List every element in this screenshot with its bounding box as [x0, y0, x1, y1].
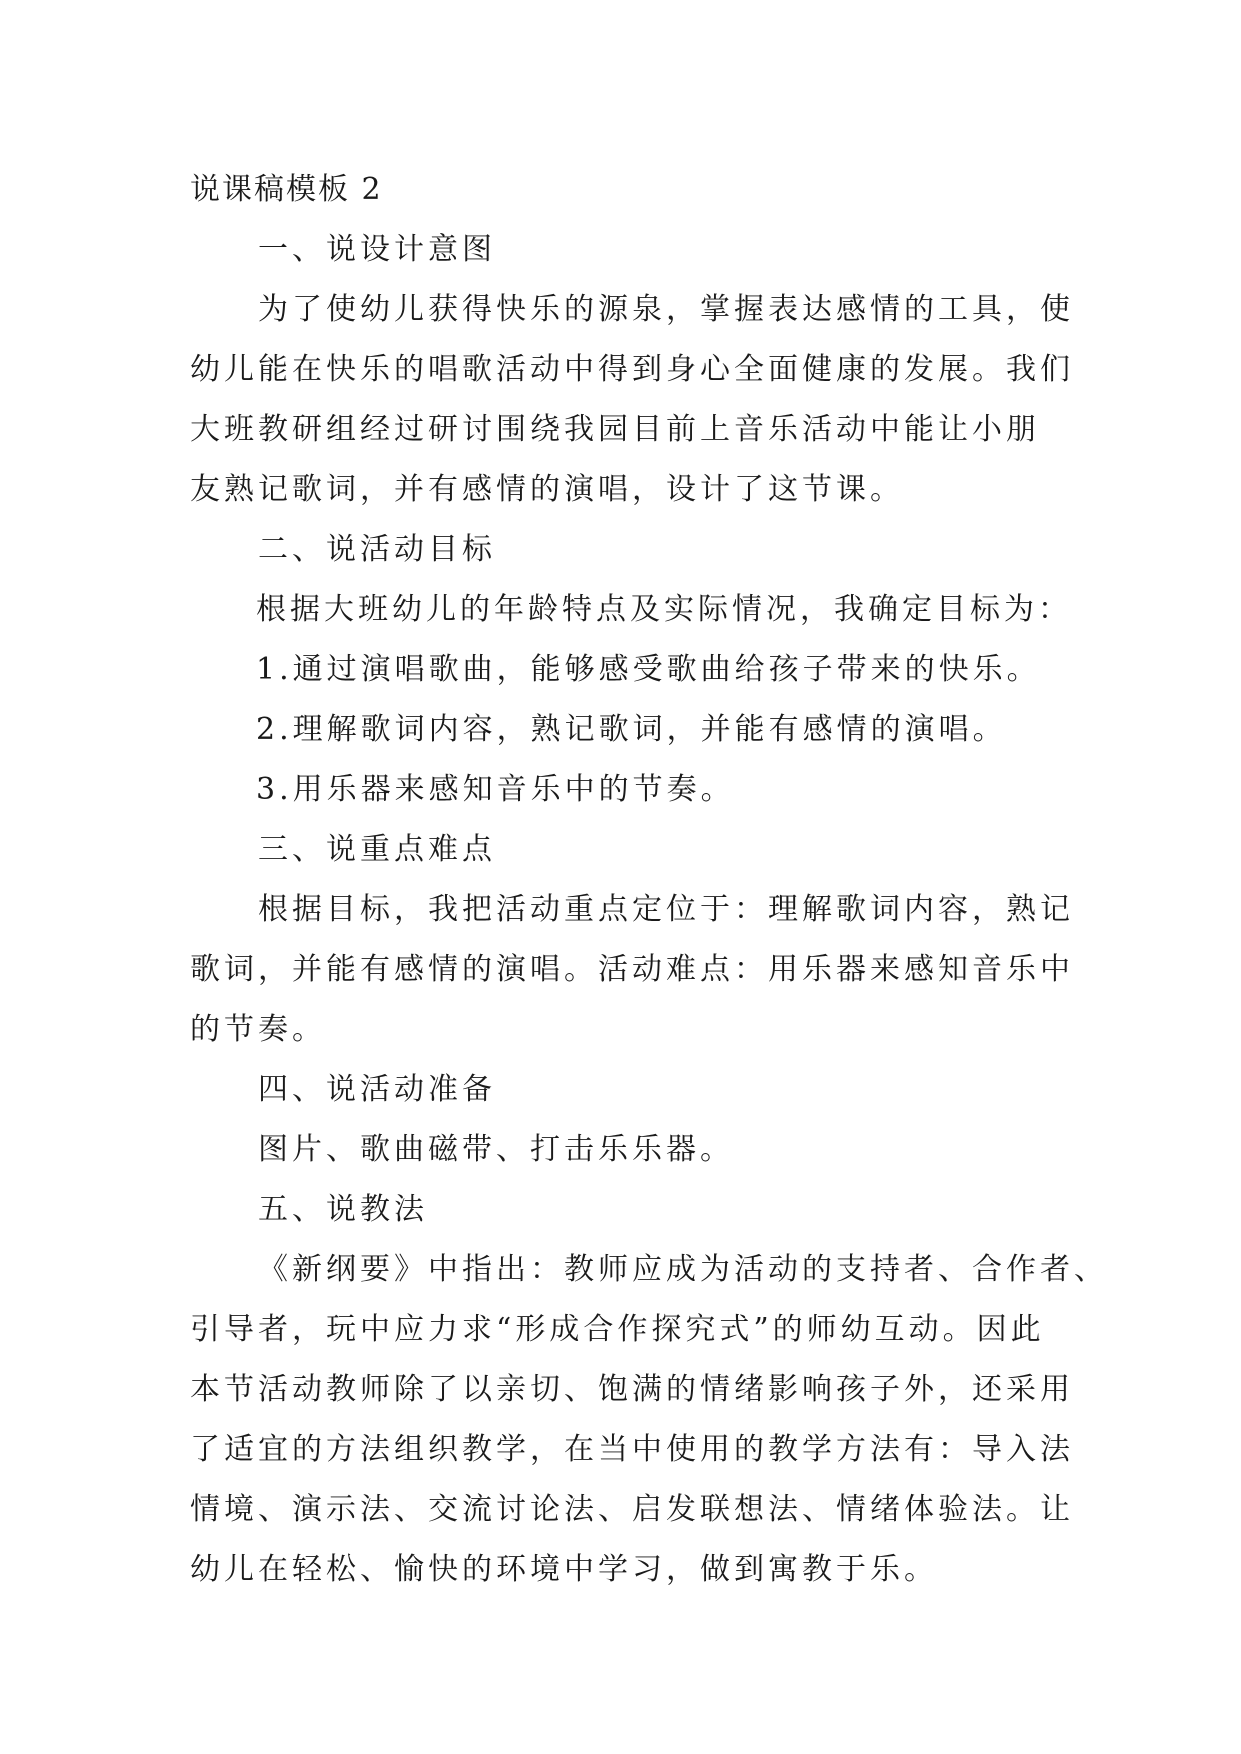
paragraph-line: 《新纲要》中指出：教师应成为活动的支持者、合作者、 [258, 1252, 1108, 1287]
goal-item: 1.通过演唱歌曲，能够感受歌曲给孩子带来的快乐。 [256, 652, 1041, 687]
document-body [190, 160, 1108, 1600]
preparation-text: 图片、歌曲磁带、打击乐乐器。 [258, 1132, 734, 1167]
paragraph-line: 为了使幼儿获得快乐的源泉，掌握表达感情的工具，使 [258, 292, 1074, 327]
paragraph-line: 友熟记歌词，并有感情的演唱，设计了这节课。 [190, 472, 904, 507]
section-heading-preparation: 四、说活动准备 [258, 1072, 496, 1107]
paragraph-line: 了适宜的方法组织教学，在当中使用的教学方法有：导入法 [190, 1432, 1074, 1467]
paragraph-line: 引导者，玩中应力求“形成合作探究式”的师幼互动。因此 [190, 1312, 1045, 1347]
paragraph-line: 大班教研组经过研讨围绕我园目前上音乐活动中能让小朋 [190, 412, 1040, 447]
section-heading-goals: 二、说活动目标 [258, 532, 496, 567]
section-heading-methods: 五、说教法 [258, 1192, 428, 1227]
goals-intro: 根据大班幼儿的年龄特点及实际情况，我确定目标为： [256, 592, 1072, 627]
goal-item: 3.用乐器来感知音乐中的节奏。 [256, 772, 735, 807]
paragraph-line: 幼儿能在快乐的唱歌活动中得到身心全面健康的发展。我们 [190, 352, 1074, 387]
paragraph-line: 根据目标，我把活动重点定位于：理解歌词内容，熟记 [258, 892, 1074, 927]
paragraph-line: 情境、演示法、交流讨论法、启发联想法、情绪体验法。让 [190, 1492, 1074, 1527]
paragraph-line: 的节奏。 [190, 1012, 326, 1047]
paragraph-line: 歌词，并能有感情的演唱。活动难点：用乐器来感知音乐中 [190, 952, 1074, 987]
document-title: 说课稿模板 2 [190, 172, 383, 207]
section-heading-key-points: 三、说重点难点 [258, 832, 496, 867]
goal-item: 2.理解歌词内容，熟记歌词，并能有感情的演唱。 [256, 712, 1007, 747]
section-heading-design: 一、说设计意图 [258, 232, 496, 267]
paragraph-line: 幼儿在轻松、愉快的环境中学习，做到寓教于乐。 [190, 1552, 938, 1587]
paragraph-line: 本节活动教师除了以亲切、饱满的情绪影响孩子外，还采用 [190, 1372, 1074, 1407]
